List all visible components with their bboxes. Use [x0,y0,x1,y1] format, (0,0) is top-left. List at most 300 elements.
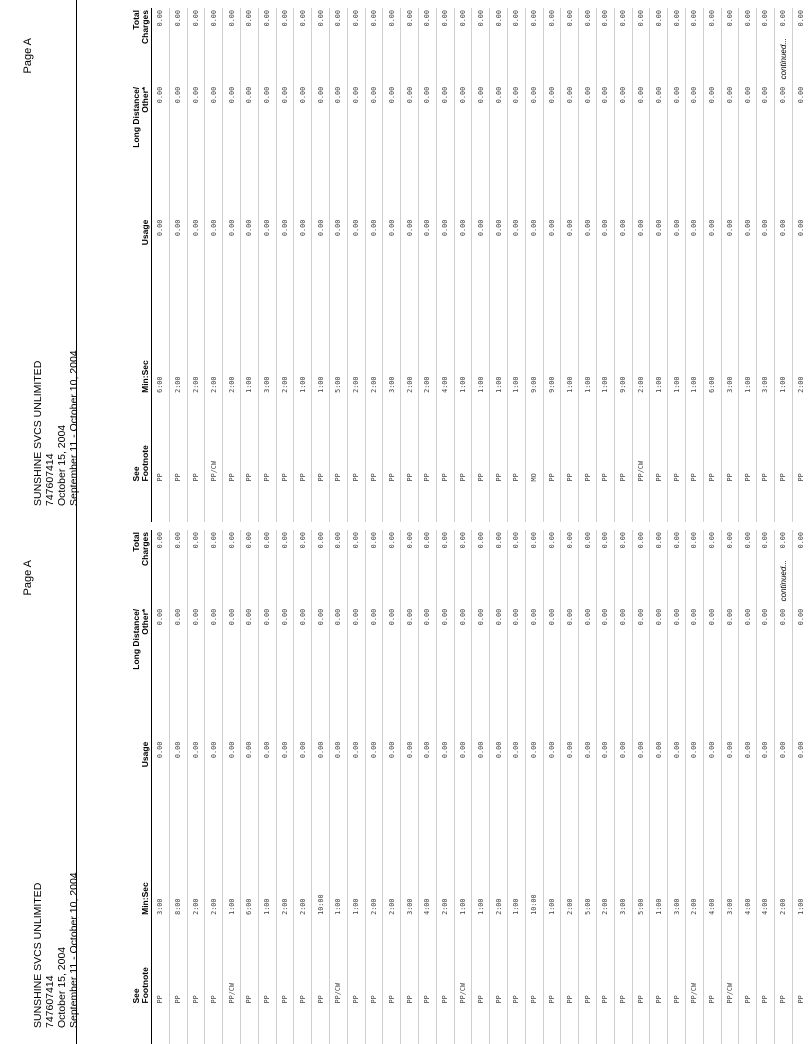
row-total: 0.00 [774,530,792,607]
row-minsec: 2:00 [632,300,650,395]
divider [76,522,77,1044]
row-minsec: 1:00 [223,822,241,917]
row-footnote: PP [721,395,739,484]
row-total: 0.00 [632,530,650,607]
row-number [205,483,223,522]
row-usage: 0.00 [490,218,508,301]
table-row [739,8,757,522]
page-label: Page A [22,560,34,595]
row-total: 0.00 [739,530,757,607]
row-minsec: 1:00 [240,300,258,395]
row-total: 0.00 [561,530,579,607]
row-number [312,1005,330,1044]
row-number [490,483,508,522]
row-minsec: 2:00 [561,822,579,917]
row-total: 0.00 [703,8,721,85]
row-usage: 0.00 [240,218,258,301]
row-usage: 0.00 [543,218,561,301]
row-number [561,1005,579,1044]
row-minsec: 2:00 [347,300,365,395]
row-footnote: PP [579,917,597,1006]
row-total: 0.00 [294,530,312,607]
row-number [685,483,703,522]
row-usage: 0.00 [596,740,614,823]
row-number [365,1005,383,1044]
table-row [614,530,632,1044]
row-usage: 0.00 [703,218,721,301]
row-footnote: PP [383,917,401,1006]
table-row [223,530,241,1044]
row-ld: 0.00 [383,607,401,740]
row-usage: 0.00 [205,218,223,301]
table-row [472,530,490,1044]
row-total: 0.00 [614,530,632,607]
table-row [757,530,775,1044]
row-ld: 0.00 [525,85,543,218]
row-minsec: 3:00 [614,822,632,917]
col-usage: Usage [132,740,152,823]
row-number [614,483,632,522]
table-row [507,8,525,522]
footnote-label: Footnote [140,967,150,1003]
row-usage: 0.00 [579,740,597,823]
row-number [774,1005,792,1044]
statement-page-2 [0,522,809,1044]
row-footnote: PP [561,917,579,1006]
table-row [258,530,276,1044]
call-detail-table [132,8,809,522]
row-total: 0.00 [757,530,775,607]
table-row [703,530,721,1044]
row-minsec: 10:00 [312,822,330,917]
row-footnote: PP [650,395,668,484]
table-row [436,530,454,1044]
row-number [703,483,721,522]
row-number [757,483,775,522]
row-footnote: PP [347,395,365,484]
row-minsec: 1:00 [454,300,472,395]
row-total: 0.00 [525,8,543,85]
row-total: 0.00 [365,530,383,607]
row-footnote: PP [757,395,775,484]
row-usage: 0.00 [294,218,312,301]
row-number [596,483,614,522]
row-total: 0.00 [543,8,561,85]
row-footnote: PP/CW [632,395,650,484]
row-total: 0.00 [579,8,597,85]
row-minsec: 3:00 [721,300,739,395]
row-minsec: 4:00 [703,822,721,917]
row-usage: 0.00 [169,740,187,823]
row-number [152,1005,170,1044]
row-usage: 0.00 [187,218,205,301]
row-total: 0.00 [596,530,614,607]
row-footnote: PP [685,395,703,484]
row-usage: 0.00 [650,218,668,301]
col-footnote [132,917,152,1006]
row-footnote: PP [668,917,686,1006]
row-total: 0.00 [561,8,579,85]
col-usage: Usage [132,218,152,301]
continued-footer: continued... [779,38,788,79]
row-footnote: PP [205,917,223,1006]
statement-date: October 15, 2004 [56,425,68,506]
row-total: 0.00 [579,530,597,607]
row-total: 0.00 [258,530,276,607]
table-row [169,8,187,522]
row-ld: 0.00 [205,85,223,218]
ld-label: Long Distance/ [131,87,141,148]
row-ld: 0.00 [561,607,579,740]
row-minsec: 1:00 [507,822,525,917]
row-number [525,483,543,522]
row-minsec: 1:00 [347,822,365,917]
row-total: 0.00 [223,8,241,85]
row-usage: 0.00 [792,740,809,823]
row-total: 0.00 [650,530,668,607]
rotated-page [16,522,798,1044]
row-footnote: PP [703,395,721,484]
row-footnote: PP/CW [223,917,241,1006]
row-number [579,483,597,522]
row-number [152,483,170,522]
account-number: 747607414 [44,975,56,1028]
row-footnote: PP [792,395,809,484]
row-ld: 0.00 [401,607,419,740]
row-ld: 0.00 [757,85,775,218]
row-number [507,483,525,522]
row-ld: 0.00 [721,85,739,218]
row-total: 0.00 [739,8,757,85]
row-usage: 0.00 [632,218,650,301]
row-usage: 0.00 [685,740,703,823]
row-footnote: PP [650,917,668,1006]
row-minsec: 2:00 [418,300,436,395]
row-total: 0.00 [792,530,809,607]
row-usage: 0.00 [436,740,454,823]
row-footnote: PP [561,395,579,484]
row-total: 0.00 [329,8,347,85]
row-usage: 0.00 [258,740,276,823]
row-number [329,483,347,522]
row-minsec: 2:00 [205,300,223,395]
row-total: 0.00 [490,530,508,607]
row-footnote: PP [294,395,312,484]
row-minsec: 2:00 [294,822,312,917]
row-footnote: PP [490,395,508,484]
row-footnote: PP [276,395,294,484]
row-footnote: PP [614,917,632,1006]
row-number [739,483,757,522]
row-footnote: PP [774,917,792,1006]
row-total: 0.00 [312,8,330,85]
row-number [454,1005,472,1044]
row-minsec: 10:00 [525,822,543,917]
table-row [329,8,347,522]
row-ld: 0.00 [187,607,205,740]
table-row [507,530,525,1044]
row-usage: 0.00 [507,218,525,301]
account-number-label [44,506,56,522]
row-ld: 0.00 [632,85,650,218]
row-footnote: PP [614,395,632,484]
row-total: 0.00 [543,530,561,607]
row-minsec: 3:00 [383,300,401,395]
row-total: 0.00 [792,8,809,85]
row-number [472,1005,490,1044]
row-minsec: 2:00 [436,822,454,917]
row-total: 0.00 [401,530,419,607]
row-ld: 0.00 [365,607,383,740]
row-minsec: 2:00 [685,822,703,917]
row-minsec: 1:00 [454,822,472,917]
row-usage: 0.00 [365,218,383,301]
row-footnote: PP [169,395,187,484]
row-footnote: PP/CW [721,917,739,1006]
row-ld: 0.00 [507,607,525,740]
row-number [579,1005,597,1044]
col-footnote [132,395,152,484]
row-ld: 0.00 [472,607,490,740]
row-number [668,1005,686,1044]
row-ld: 0.00 [579,607,597,740]
divider [76,0,77,522]
row-total: 0.00 [347,530,365,607]
row-number [721,483,739,522]
other-label: Other* [140,609,150,635]
row-minsec: 4:00 [739,822,757,917]
account-number-label [44,1028,56,1044]
row-ld: 0.00 [240,607,258,740]
table-row [561,530,579,1044]
row-total: 0.00 [329,530,347,607]
row-total: 0.00 [258,8,276,85]
row-minsec: 1:00 [596,300,614,395]
row-minsec: 5:00 [632,822,650,917]
row-ld: 0.00 [329,607,347,740]
row-total: 0.00 [169,530,187,607]
row-number [383,1005,401,1044]
table-row [152,530,170,1044]
row-ld: 0.00 [169,607,187,740]
row-footnote: PP [294,917,312,1006]
row-total: 0.00 [490,8,508,85]
table-row [365,8,383,522]
table-row [205,8,223,522]
page-label: Page A [22,38,34,73]
row-footnote: PP [258,917,276,1006]
row-minsec: 1:00 [258,822,276,917]
row-minsec: 2:00 [223,300,241,395]
row-usage: 0.00 [650,740,668,823]
row-number [169,483,187,522]
account-block [32,872,80,1044]
row-ld: 0.00 [757,607,775,740]
row-number [347,1005,365,1044]
row-ld: 0.00 [223,85,241,218]
row-number [223,1005,241,1044]
row-minsec: 4:00 [436,300,454,395]
row-minsec: 4:00 [418,822,436,917]
table-row [685,530,703,1044]
row-usage: 0.00 [276,218,294,301]
table-row [454,8,472,522]
table-row [490,8,508,522]
row-ld: 0.00 [739,607,757,740]
row-footnote: PP [365,917,383,1006]
table-row [632,8,650,522]
col-minsec: Min:Sec [132,300,152,395]
row-minsec: 1:00 [579,300,597,395]
row-number [240,483,258,522]
row-total: 0.00 [721,8,739,85]
col-total [132,530,152,607]
row-minsec: 2:00 [276,300,294,395]
row-minsec: 1:00 [668,300,686,395]
row-minsec: 1:00 [685,300,703,395]
row-usage: 0.00 [507,740,525,823]
table-row [668,8,686,522]
row-usage: 0.00 [347,218,365,301]
row-ld: 0.00 [596,607,614,740]
row-number [792,1005,809,1044]
row-minsec: 3:00 [258,300,276,395]
row-minsec: 4:00 [757,822,775,917]
table-row [792,8,809,522]
table-row [774,8,792,522]
row-ld: 0.00 [240,85,258,218]
row-minsec: 1:00 [561,300,579,395]
row-minsec: 1:00 [792,822,809,917]
row-footnote: PP [365,395,383,484]
row-minsec: 1:00 [312,300,330,395]
table-row [650,8,668,522]
row-usage: 0.00 [757,218,775,301]
row-total: 0.00 [774,8,792,85]
row-number [223,483,241,522]
row-ld: 0.00 [436,85,454,218]
row-total: 0.00 [472,530,490,607]
account-name-label [32,1028,44,1044]
row-usage: 0.00 [721,740,739,823]
row-usage: 0.00 [418,740,436,823]
row-footnote: PP [312,395,330,484]
table-row [703,8,721,522]
row-minsec: 1:00 [650,822,668,917]
row-usage: 0.00 [312,740,330,823]
row-ld: 0.00 [721,607,739,740]
row-total: 0.00 [169,8,187,85]
row-usage: 0.00 [205,740,223,823]
row-total: 0.00 [703,530,721,607]
row-usage: 0.00 [596,218,614,301]
row-ld: 0.00 [436,607,454,740]
row-usage: 0.00 [632,740,650,823]
account-name: SUNSHINE SVCS UNLIMITED [32,361,44,506]
billing-period: September 11 - October 10, 2004 [68,350,80,506]
row-number [525,1005,543,1044]
billing-period-label [68,506,80,522]
row-ld: 0.00 [383,85,401,218]
row-ld: 0.00 [205,607,223,740]
row-footnote: PP [792,917,809,1006]
row-number [276,483,294,522]
col-ld [132,85,152,218]
row-usage: 0.00 [525,218,543,301]
row-ld: 0.00 [543,85,561,218]
row-minsec: 8:00 [169,822,187,917]
row-total: 0.00 [418,8,436,85]
table-row [668,530,686,1044]
table-row [579,8,597,522]
charges-label: Charges [140,532,150,566]
row-usage: 0.00 [757,740,775,823]
row-footnote: PP [668,395,686,484]
footnote-label: Footnote [140,445,150,481]
row-number [596,1005,614,1044]
row-total: 0.00 [436,530,454,607]
row-ld: 0.00 [294,85,312,218]
row-minsec: 1:00 [543,822,561,917]
table-row [792,530,809,1044]
row-footnote: PP [472,917,490,1006]
row-usage: 0.00 [561,740,579,823]
row-ld: 0.00 [579,85,597,218]
row-usage: 0.00 [312,218,330,301]
row-number [329,1005,347,1044]
row-total: 0.00 [418,530,436,607]
row-ld: 0.00 [490,607,508,740]
col-total [132,8,152,85]
row-total: 0.00 [525,530,543,607]
row-usage: 0.00 [169,218,187,301]
row-total: 0.00 [507,530,525,607]
row-number [312,483,330,522]
row-usage: 0.00 [721,218,739,301]
row-footnote: PP [507,395,525,484]
row-number [401,1005,419,1044]
row-total: 0.00 [401,8,419,85]
table-row [223,8,241,522]
row-total: 0.00 [365,8,383,85]
row-footnote: PP/CW [685,917,703,1006]
account-name-label [32,506,44,522]
row-minsec: 2:00 [205,822,223,917]
row-total: 0.00 [685,530,703,607]
row-minsec: 6:00 [240,822,258,917]
account-number: 747607414 [44,453,56,506]
row-number [401,483,419,522]
row-usage: 0.00 [739,740,757,823]
row-usage: 0.00 [454,740,472,823]
row-minsec: 1:00 [650,300,668,395]
row-number [169,1005,187,1044]
row-footnote: PP [401,395,419,484]
row-number [383,483,401,522]
table-row [187,530,205,1044]
row-ld: 0.00 [276,85,294,218]
row-usage: 0.00 [401,218,419,301]
row-footnote: PP [401,917,419,1006]
row-minsec: 2:00 [365,300,383,395]
row-usage: 0.00 [472,218,490,301]
row-minsec: 2:00 [187,300,205,395]
row-usage: 0.00 [329,740,347,823]
account-name: SUNSHINE SVCS UNLIMITED [32,883,44,1028]
table-row [774,530,792,1044]
row-usage: 0.00 [525,740,543,823]
table-row [490,530,508,1044]
